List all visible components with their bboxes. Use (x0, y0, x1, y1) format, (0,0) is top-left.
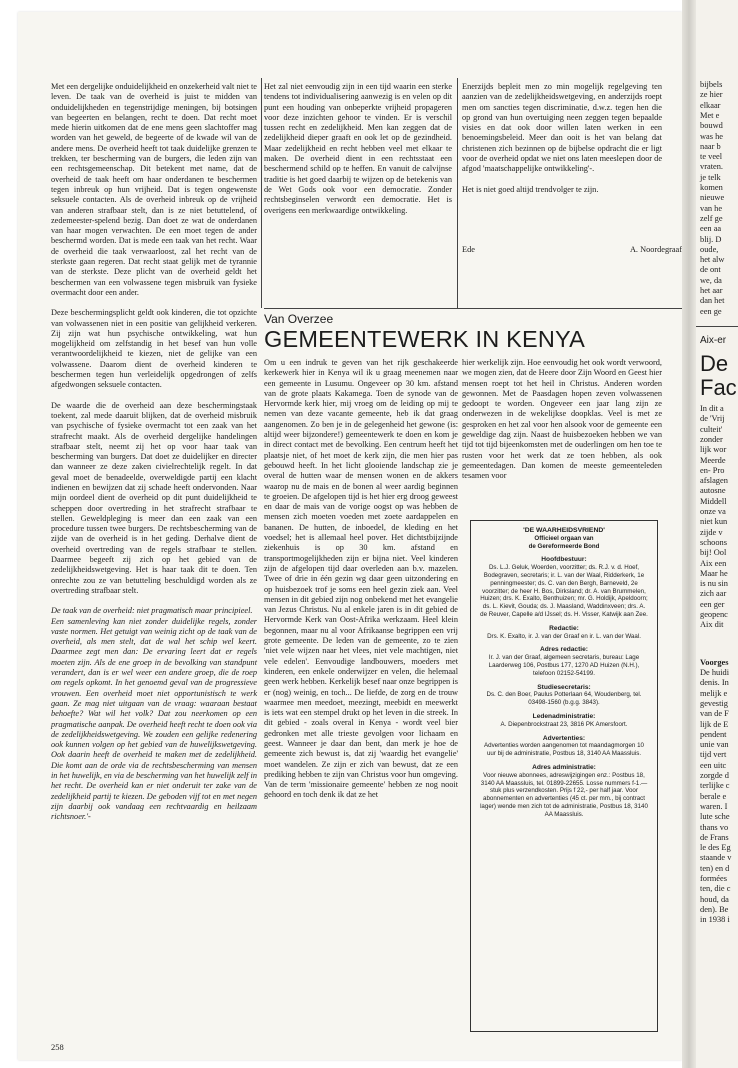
col1-italic-body: Een samenleving kan niet zonder duidelijke regels, zonder vaste normen. Het getuigt van weinig zicht op de taak van de overheid, als men stelt, dat de wal het schip wel keert. Daarmee zegt men dan: De ervaring leert dat er regels moeten zijn. Als de ene groep in de bevolking van standpunt verandert, dan is er wel weer een andere groep, die de roep om regels opkomt. In het genoemd geval van de progressieve vrouwen. Een overheid moet niet opportunistisch te werk gaan. Ze mag niet uitgaan van de vraag: waaraan bestaat behoefte? Wat wil het volk? Dat zou neerkomen op een pragmatische aanpak. De overheid heeft recht te doen ook via de zedelijkheidswetgeving. We zouden een gelijke redenering ook kunnen volgen op het gebied van de huwelijkswetgeving. Ook daarin heeft de overheid te maken met de zedelijkheid. Die komt aan de orde via de rechtsbescherming van mensen in het huwelijk, en via de bescherming van het huwelijk zelf in het recht. De overheid kan er niet onderuit ter zake van de zedelijkheid partij te kiezen. De geboden vijf tot en met negen zijn daarbij ook vandaag een rechtvaardig en heilzaam richtsnoer.'- (51, 616, 257, 822)
facing-page-line: ten, die c (700, 884, 731, 894)
signature-place: Ede (462, 245, 475, 254)
col1-paragraph-2: Deze beschermingsplicht geldt ook kinderen, die tot opzichte van volwassenen niet in een positie van gelijkheid verkeren. Zij zijn wat hun psychische ontwikkeling, wat hun mogelijkheid om zelfstandig in het besef van hun volle verantwoordelijkheid te kiezen, niet de gelijke van een volwassene. Daarom dient de overheid kinderen te beschermen tegen hun verleidelijk opgedrongen of zelfs afgedwongen seksuele contacten. (51, 308, 257, 390)
facing-page-line: pendent (700, 729, 727, 739)
column-2 (264, 82, 452, 288)
col3-paragraph-2: Het is niet goed altijd trendvolger te zijn. (462, 184, 599, 194)
facing-page-line: is nu sin (700, 579, 728, 589)
facing-page-line: le des Eg (700, 843, 731, 853)
facing-page-line: bouwd (700, 121, 723, 131)
facing-page-line: lijk de E (700, 719, 729, 729)
facing-page-line: was he (700, 131, 724, 141)
facing-page-line: niet kun (700, 517, 728, 527)
facing-page-line: elkaar (700, 100, 721, 110)
facing-page-line: staande v (700, 853, 732, 863)
facing-page-line: gevestig (700, 698, 728, 708)
facing-page-line: de Frans (700, 832, 729, 842)
facing-page-line: geopenc (700, 610, 728, 619)
colophon-text-editors: Drs. K. Exalto, ir. J. van der Graaf en ir. L. van der Waal. (487, 632, 641, 640)
facing-page-line: vraten. (700, 162, 724, 172)
colophon-name: 'DE WAARHEIDSVRIEND' (523, 527, 605, 534)
facing-page-line: culteit' (700, 424, 723, 434)
facing-page-line: van de F (700, 709, 729, 719)
facing-page-line: formées (700, 874, 727, 883)
facing-page-line: van he (700, 203, 723, 213)
col1-italic-heading: De taak van de overheid: niet pragmatisch maar principieel. (51, 606, 253, 616)
facing-page-line: Maar he (700, 568, 728, 578)
facing-page-line: Met e (700, 110, 720, 120)
facing-page-line: zorgde d (700, 771, 729, 780)
col1-paragraph-1: Met een dergelijke onduidelijkheid en onzekerheid valt niet te leven. De taak van de overheid is juist te midden van onduidelijkheden en tegenstrijdige meningen, bij botsingen van begeerten en belangen, recht te doen. Dat recht moet mede hierin uitkomen dat de ene mens geen slachtoffer mag worden van het geweld, de begeerte of de kwade wil van de andere mens. De overheid heeft tot taak duidelijke grenzen te trekken, ter bescherming van de burgers, die leden zijn van een rechtsgemeenschap. Dit betekent met name, dat de overheid de taak heeft om haar onderdanen te beschermen tegen inbreuk op hun vrijheid. Dat is tegen ongewenste seksuele contacten. Als de overheid inbreuk op de vrijheid van anderen strafbaar stelt, dan is ze niet betuttelend, of zedemeester-spelend bezig. Dan doet ze wat de onderdanen van haar mogen verwachten. De een moet tegen de ander beschermd worden. Dat is mede een taak van het recht. Waar de overheid die taak verwaarloost, zal het recht van de sterkste gaan regeren. Dat recht staat gelijk met de tyrannie van de sterkste. Deze plicht van de overheid geldt het beschermen van een volwassene tegen misbruik van fysieke overmacht door een ander. (51, 82, 257, 297)
facing-page-title-line-1: De (700, 351, 729, 376)
column-1 (51, 82, 257, 822)
facing-page-line: en- Pro (700, 465, 725, 475)
facing-page-line: de 'Vrij (700, 414, 725, 424)
facing-page-title-line-2: Fac (700, 375, 737, 400)
col2-paragraph-1: Het zal niet eenvoudig zijn in een tijd waarin een sterke tendens tot individualisering aanwezig is en velen op dit punt een houding van onbeperkte vrijheid propageren voor deze inzichten gehoor te vinden. Er is verschil tussen recht en zedelijkheid. Men kan zeggen dat de zedelijkheid dieper graaft en ook let op de gezindheid. Maar zedelijkheid en recht hebben veel met elkaar te maken. De overheid dient in een rechtsstaat een beschermend schild op te heffen. En vanuit de calvijnse traditie is het goed daarbij te wijzen op de betekenis van de Wet Gods ook voor een democratie. Zonder rechtsbeginselen verwordt een democratie. Het is overigens een merkwaardige ontwikkeling. (264, 82, 452, 215)
colophon-heading-members: Ledenadministratie: (532, 712, 596, 720)
facing-page-line: blij. D (700, 234, 722, 244)
facing-page-line: autosne (700, 486, 726, 496)
facing-page-line: tijd vert (700, 750, 727, 760)
section-rule (264, 308, 682, 309)
facing-page-line: een ger (700, 599, 725, 609)
facing-page-line: Middell (700, 496, 727, 506)
facing-page-line: terlijke c (700, 781, 730, 791)
colophon-heading-editors: Redactie: (549, 624, 579, 632)
facing-page-line: houd, da (700, 894, 729, 904)
colophon-heading-ads: Advertenties: (542, 734, 586, 742)
facing-page-kicker: Aix-er (700, 335, 727, 346)
facing-page-line: in 1938 i (700, 915, 730, 925)
column-rule-2 (457, 78, 458, 308)
facing-page-line: lijk wor (700, 445, 727, 455)
signature-author: A. Noordegraaf (629, 245, 682, 254)
colophon-heading-board: Hoofdbestuur: (541, 556, 587, 564)
kenya-column-2 (462, 358, 662, 514)
article-title: GEMEENTEWERK IN KENYA (264, 326, 586, 352)
colophon-heading-admin: Adres administratie: (532, 763, 596, 771)
facing-page-line: dan het (700, 296, 725, 306)
facing-page-subhead: Voorges (700, 658, 729, 667)
facing-page-line: zonder (700, 434, 723, 444)
facing-page-line: de ont (700, 265, 721, 275)
facing-page-line: een ge (700, 306, 722, 316)
facing-page-line: unie van (700, 740, 729, 750)
facing-page-line: zelf ge (700, 213, 723, 223)
article-kicker: Van Overzee (264, 312, 334, 326)
facing-page-line: Aix dit (700, 620, 724, 630)
facing-page-rule (696, 326, 738, 327)
facing-page-line: den). Be (700, 904, 729, 914)
column-rule-1 (261, 78, 262, 308)
colophon-sub2: de Gereformeerde Bond (528, 542, 600, 550)
facing-page-line: denis. In (700, 678, 729, 688)
facing-page-line: een uitc (700, 760, 727, 770)
facing-page-line: een aa (700, 224, 722, 234)
colophon-heading-study: Studiesecretaris: (537, 683, 591, 691)
kenya-column-1 (264, 358, 458, 1048)
facing-page-line: De huidi (700, 668, 730, 677)
kenya-col1-text: Om u een indruk te geven van het rijk geschakeerde kerkewerk hier in Kenya wil ik u graag meenemen naar een gemeente in Lusumu. Ongeveer op 30 km. afstand van de grote plaats Kakamega. Toen de synode van de Hervormde kerk hier, mij vroeg om de leiding op mij te nemen van deze vacante gemeente, heb ik dat graag aangenomen. Zo ben je in de gelegenheid het gewone (is: altijd weer bijzondere!) gemeentewerk te doen en kom je in direct contact met de bevolking. Een centrum heeft het plaatsje niet, of het moet de kerk zijn, die men hier pas gebouwd heeft. In het licht glooiende landschap zie je overal de hutten waar de mensen wonen en de akkers waarop nu de mais en de bonen al weer aardig beginnen te groeien. De afgelopen tijd is het hier erg droog geweest en daar de mais van de vorige oogst op was hebben de mensen zich moeten voeden met zoete aardappelen en bananen. De hutten, de inboedel, de kleding en het voedsel; het is allemaal heel pover. Het dichtstbijzijnde ziekenhuis is op 30 km. afstand en transportmogelijkheden zijn er bijna niet. Veel kinderen zijn de afgelopen tijd daar overleden aan b.v. mazelen. Twee of drie in één gezin wg daar geen uitzondering en op huisbezoek trof je soms een heel gezin ziek aan. Veel mensen in dit gebied zijn nog onbekend met het evangelie van Jezus Christus. Nu al enkele jaren is in dit gebied de Hervormde Kerk van Oost-Afrika werkzaam. Heel klein begonnen, maar nu al voor Afrikaanse begrippen een vrij grote gemeente. De leden van de gemeente, zo te zien 'niet vele wijzen naar het vlees, niet vele machtigen, niet vele edelen'. Eenvoudige landbouwers, moeders met kinderen, een enkele onderwijzer en velen, die helemaal geen werk hebben. Kerkelijk besef naar onze begrippen is er (nog) weinig, en toch... De liefde, de zorg en de trouw waarmee men meedoet, meezingt, meebidt en meewerkt is iets wat een stempel drukt op het leven in die streek. In dit gebied - zoals overal in Kenya - wordt veel bier gedronken met alle trieste gevolgen voor lichaam en geest. Wanneer je daar dan bent, dan merk je hoe de gemeente zich bewust is, dat zij 'waardig het evangelie' moet wandelen. Ze zijn er zich van bewust, dat ze een prediking hebben te zijn van Christus voor hun omgeving. Van de term 'missionaire gemeente' hebben ze nog nooit gehoord en toch denk ik dat ze het (264, 358, 458, 800)
facing-page-line: afslagen (700, 476, 728, 486)
facing-page-line: waren. I (700, 801, 728, 811)
facing-page-line: bij! Ool (700, 548, 727, 558)
facing-page-line: berale e (700, 791, 727, 801)
facing-page-line: komen (700, 183, 723, 192)
facing-page-line: je telk (700, 172, 721, 182)
facing-page-line: te veel (700, 152, 723, 162)
facing-page-line: naar b (700, 141, 721, 151)
facing-page-line: het aar (700, 286, 723, 295)
facing-page-line: Aix een (700, 558, 727, 568)
facing-page-line: Meerde (700, 455, 726, 465)
facing-page-line: zich aar (700, 589, 727, 599)
facing-page-line: melijk e (700, 688, 728, 698)
facing-page-line: ten) en d (700, 863, 730, 873)
colophon-text-study: Ds. C. den Boer, Paulus Potterlaan 64, Woudenberg, tel. 03498-1560 (b.g.g. 3843). (486, 691, 642, 707)
facing-page-line: zijde v (700, 527, 723, 537)
facing-page-line: onze va (700, 507, 726, 516)
colophon-text-ads: Advertenties worden aangenomen tot maandagmorgen 10 uur bij de administratie, Postbus 18, 3140 AA Maassluis. (484, 742, 644, 758)
book-spine-shadow (682, 0, 696, 1068)
colophon-text-admin: Voor nieuwe abonnees, adreswijzigingen enz.: Postbus 18, 3140 AA Maassluis, tel. 01899-22655. Losse nummers f-1.— stuk plus verzendkosten. Prijs f 22,- per half jaar. Voor abonnementen en advertenties (45 ct. per mm., bij contract lager) wende men zich tot de administratie, Postbus 18, 3140 AA Maassluis. (480, 771, 648, 818)
facing-page-line: ze hier (700, 90, 723, 100)
facing-page-line: nieuwe (700, 193, 725, 203)
facing-page-line: we, da (700, 275, 722, 285)
colophon-box (470, 520, 658, 1032)
col1-paragraph-3: De waarde die de overheid aan deze beschermingstaak toekent, zal mede daaruit blijken, dat de overheid misbruik van psychische of fysieke overmacht tot een zaak van het strafrecht maakt. Als de overheid dergelijke handelingen strafbaar stelt, neemt zij het op voor haar taak van bescherming van burgers. Dat doet ze duidelijker en directer dan wanneer ze deze zaken civielrechtelijk regelt. In dat geval moet de benadeelde, overweldigde partij een klacht indienen en bewijzen dat zij schade heeft ondervonden. Naar mijn oordeel dient de overheid op dit punt duidelijkheid te scheppen door overtreding in het strafrecht strafbaar te stellen. Geweldpleging is meer dan een zaak van een procedure tussen twee burgers. De rechtsbescherming van de zijde van de overheid is in het geding. Derhalve dient de overheid overtreding van de regels strafbaar te stellen. Daarmee begeeft zij zich op het gebied van de zedelijkheidswetgeving. Het is haar taak dit te doen. Ten onrechte zou ze van betutteling beschuldigd worden als ze overtreding strafbaar stelt. (51, 400, 257, 595)
facing-page-line: lute sche (700, 812, 730, 822)
facing-page-line: schoons (700, 537, 727, 547)
colophon-text-address: Ir. J. van der Graaf, algemeen secretaris, bureau: Lage Laarderweg 106, Postbus 177, 1270 AD Huizen (N.H.), telefoon 02152-54199. (488, 654, 640, 677)
column-3 (462, 82, 662, 242)
colophon-text-board: Ds. L.J. Geluk, Woerden, voorzitter; ds. R.J. v. d. Hoef, Bodegraven, secretaris; ir. L. van der Waal, Ridderkerk, 1e penningmeester; ds. C. van den Bergh, Barneveld, 2e voorzitter; de heer H. Bos, Dirksland; dr. A. van Brummelen, Huizen; drs. K. Exalto, Benthuizen; mr. G. Holdijk, Apeldoorn; ds. L. Kievit, Gouda; ds. J. Maasland, Waddinxveen; drs. A. de Reuver, Capelle a/d IJssel; ds. H. Visser, Katwijk aan Zee. (480, 564, 648, 618)
facing-page-line: thans vo (700, 822, 729, 832)
facing-page-line: In dit a (700, 404, 724, 413)
facing-page-line: het alw (700, 255, 725, 265)
colophon-sub1: Officieel orgaan van (534, 534, 594, 542)
colophon-heading-address: Adres redactie: (539, 646, 588, 654)
kenya-col2-text: hier werkelijk zijn. Hoe eenvoudig het ook wordt verwoord, we mogen zien, dat de Heere door Zijn Woord en Geest hier mensen roept tot het heil in Christus. Anderen worden gewonnen. Met de Paasdagen hopen zeven volwassenen gedoopt te worden. Ongeveer een jaar lang zijn ze onderwezen in de wekelijkse doopklas. Veel is met ze gesproken en het zal voor hen alsook voor de gemeente een geweldige dag zijn. Naast de huisbezoeken hebben we van tijd tot tijd bijeenkomsten met de ouderlingen om hen toe te rusten voor het werk dat ze toen hebben, als ook gemeentedagen. Dan komen de meeste gemeenteleden tesamen voor (462, 358, 662, 481)
facing-page-line: bijbels (700, 80, 723, 89)
col3-paragraph-1: Enerzijds bepleit men zo min mogelijk regelgeving ten aanzien van de zedelijkheidswetgeving, en anderzijds roept men om sancties tegen discriminatie, d.w.z. tegen hen die op grond van hun overtuiging neen zeggen tegen bepaalde visies en dat ook door willen laten werken in een benoemingsbeleid. Meer dan ooit is het van belang dat christenen zich bezinnen op de bijbelse opdracht die er ligt voor de overheid opdat we niet ons laten meeslepen door de afgod 'maatschappelijke ontwikkeling'-. (462, 82, 662, 174)
colophon-text-members: A. Diepenbrockstraat 23, 3816 PK Amersfoort. (500, 720, 628, 728)
page-sheet (18, 12, 682, 1060)
facing-page-edge (696, 0, 738, 1068)
facing-page-line: oude, (700, 244, 719, 254)
page-number: 258 (51, 1042, 64, 1052)
